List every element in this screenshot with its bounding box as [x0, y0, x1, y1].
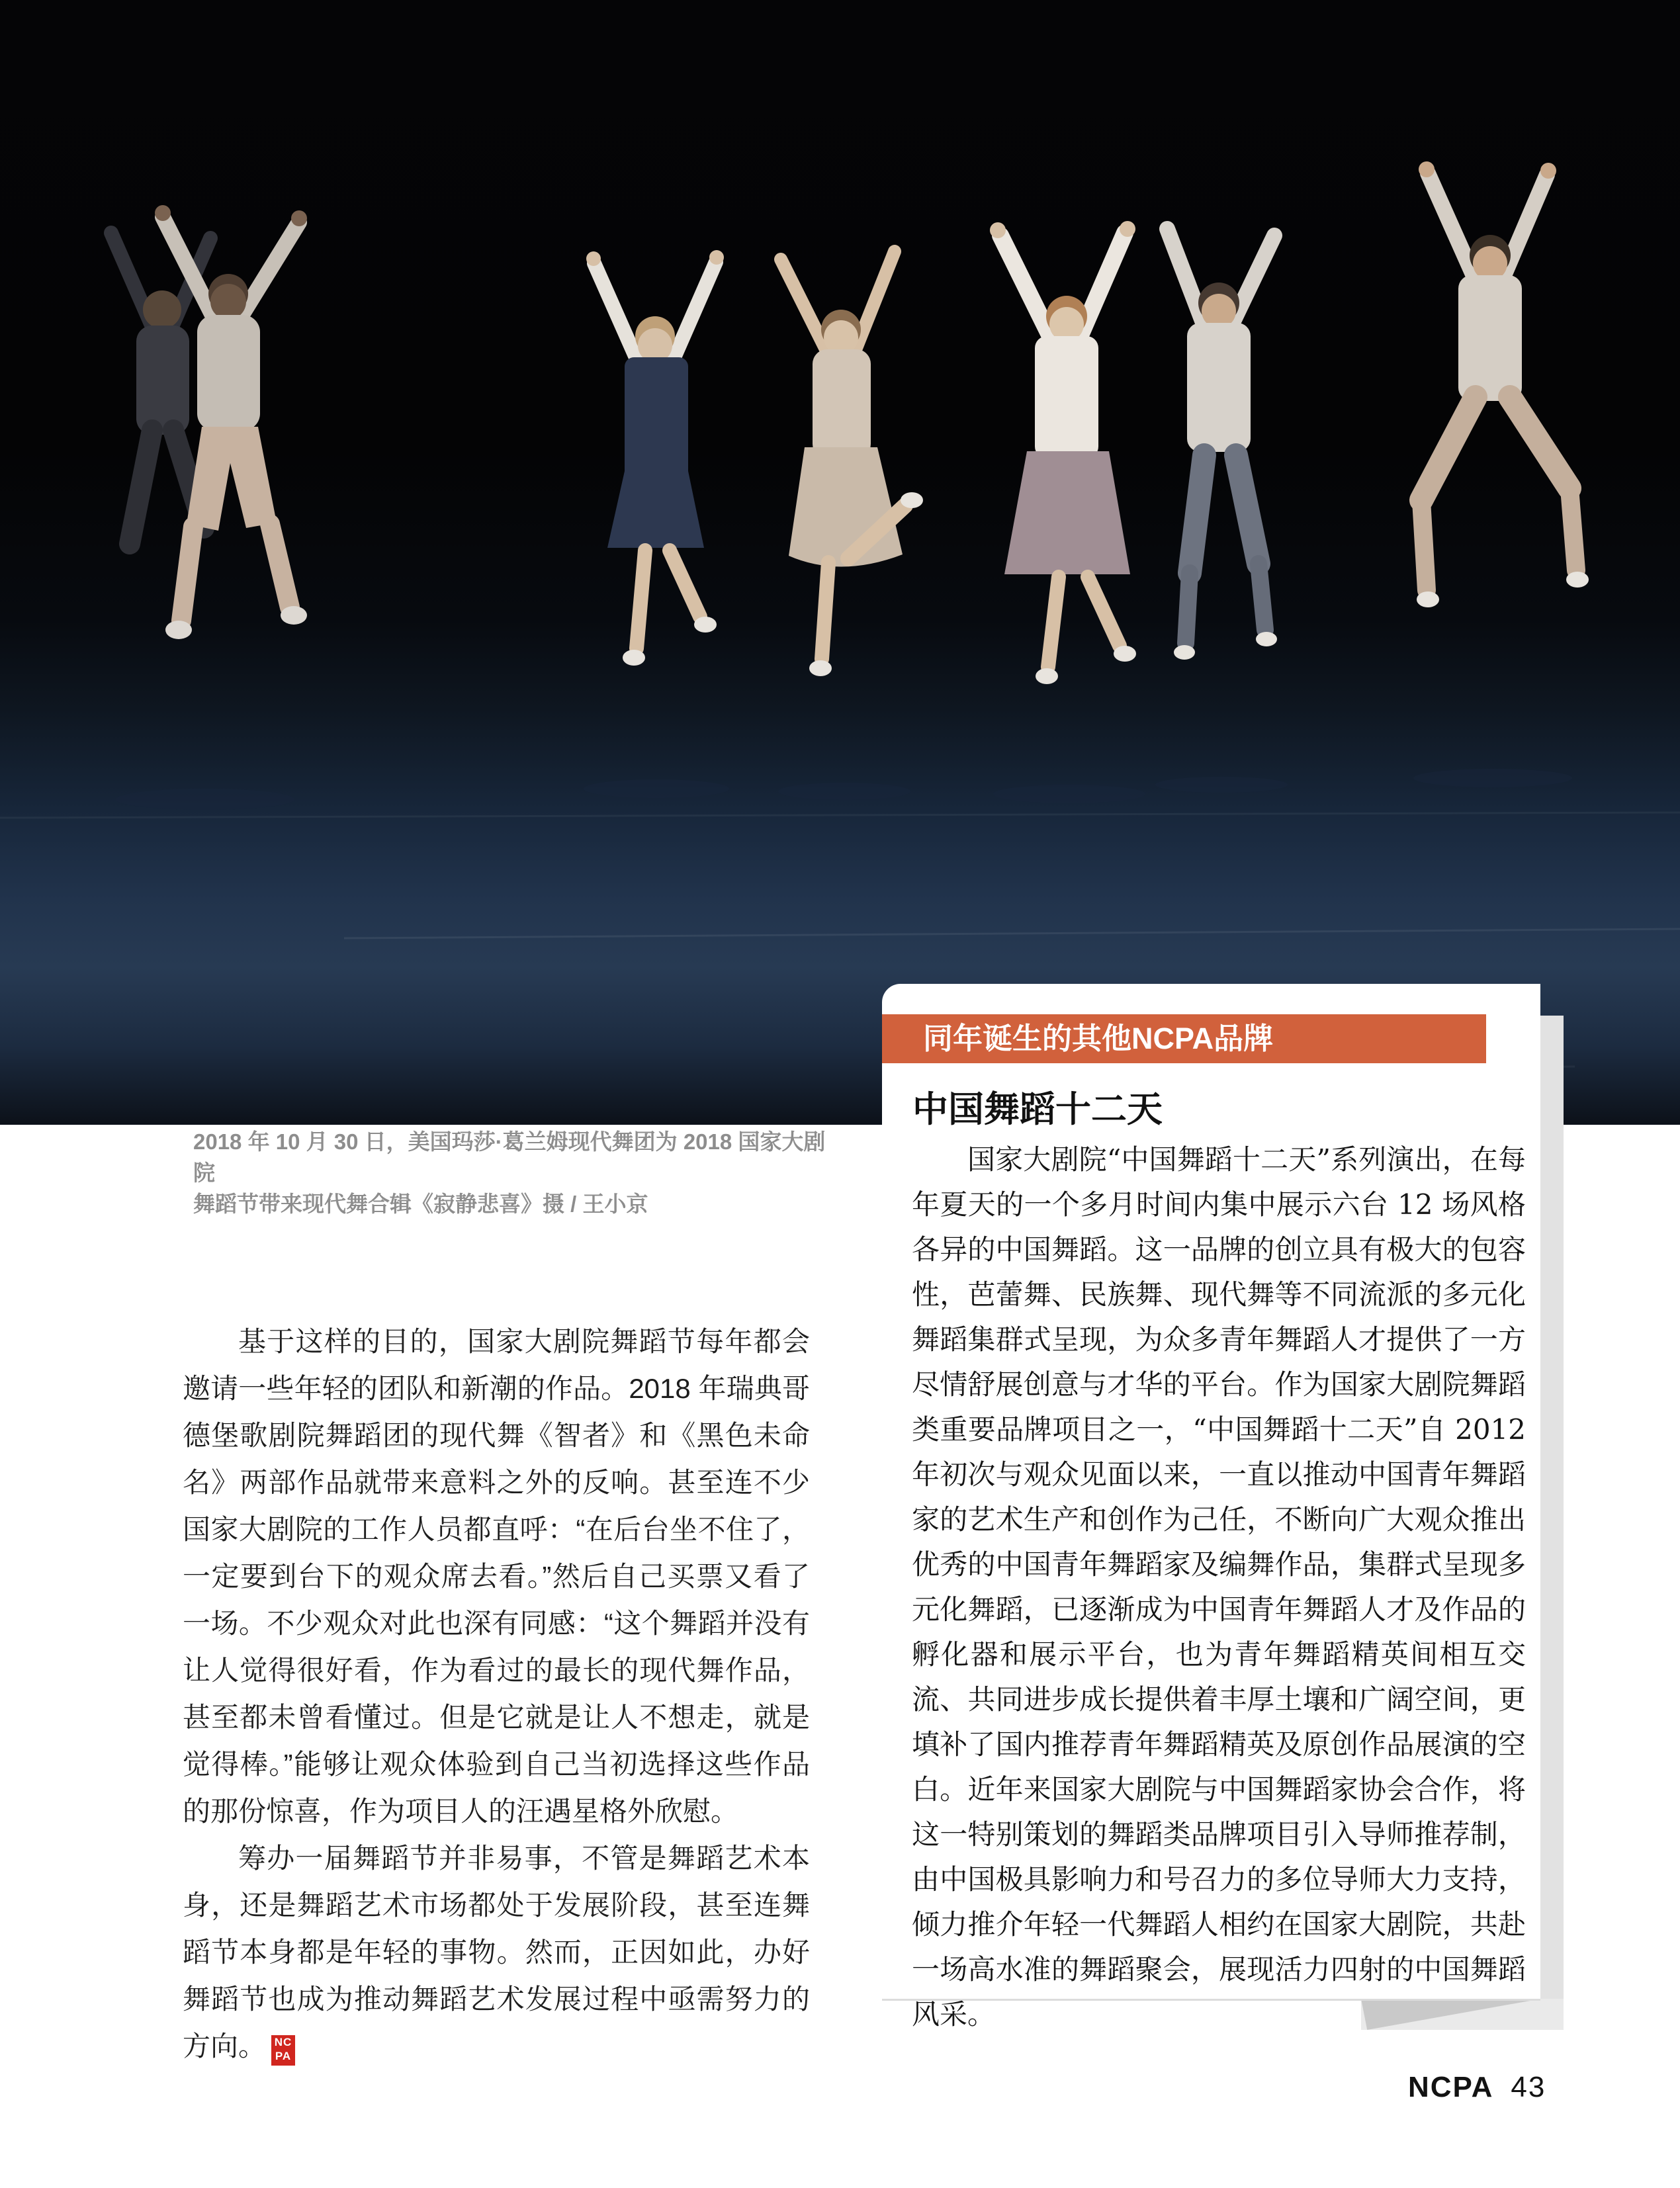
page-number-value: 43 [1511, 2071, 1546, 2103]
caption-line: 2018 年 10 月 30 日，美国玛莎·葛兰姆现代舞团为 2018 国家大剧院 [193, 1129, 826, 1185]
panel-title: 中国舞蹈十二天 [912, 1090, 1163, 1129]
card-side-shadow [1540, 1016, 1564, 2030]
panel-body [912, 1137, 1526, 2037]
photo-caption [193, 1126, 842, 1219]
caption-line: 舞蹈节带来现代舞合辑《寂静悲喜》摄 / 王小京 [193, 1192, 648, 1216]
article-paragraph [183, 1835, 810, 2070]
page-number-label: NCPA [1408, 2071, 1494, 2103]
ncpa-end-mark-bottom: PA [275, 2050, 292, 2062]
ncpa-end-mark-top: NC [274, 2036, 292, 2048]
info-card [882, 984, 1540, 2031]
dancer-figure [1417, 161, 1589, 607]
dancer-figure [781, 251, 923, 676]
dancer-figure [990, 221, 1136, 684]
dancer-figure [1167, 229, 1277, 660]
panel-paragraph: 国家大剧院“中国舞蹈十二天”系列演出，在每年夏天的一个多月时间内集中展示六台 12 场风格各异的中国舞蹈。这一品牌的创立具有极大的包容性，芭蕾舞、民族舞、现代舞等不同流派的多元化舞蹈集群式呈现，为众多青年舞蹈人才提供了一方尽情舒展创意与才华的平台。作为国家大剧院舞蹈类重要品牌项目之一，“中国舞蹈十二天”自 2012 年初次与观众见面以来，一直以推动中国青年舞蹈家的艺术生产和创作为己任，不断向广大观众推出优秀的中国青年舞蹈家及编舞作品，集群式呈现多元化舞蹈，已逐渐成为中国青年舞蹈人才及作品的孵化器和展示平台，也为青年舞蹈精英间相互交流、共同进步成长提供着丰厚土壤和广阔空间，更填补了国内推荐青年舞蹈精英及原创作品展演的空白。近年来国家大剧院与中国舞蹈家协会合作，将这一特别策划的舞蹈类品牌项目引入导师推荐制，由中国极具影响力和号召力的多位导师大力支持，倾力推介年轻一代舞蹈人相约在国家大剧院，共赴一场高水准的舞蹈聚会，展现活力四射的中国舞蹈风采。 [912, 1143, 1526, 2031]
article-paragraph-text: 筹办一届舞蹈节并非易事，不管是舞蹈艺术本身，还是舞蹈艺术市场都处于发展阶段，甚至连舞蹈节本身都是年轻的事物。然而，正因如此，办好舞蹈节也成为推动舞蹈艺术发展过程中亟需努力的方向。 [183, 1843, 810, 2062]
page-number [1408, 2071, 1546, 2104]
article-column [183, 1318, 810, 2070]
floor-shadows [116, 769, 1572, 810]
dancer-figure [586, 250, 724, 666]
panel-banner: 同年诞生的其他NCPA品牌 [882, 1014, 1486, 1063]
article-paragraph: 基于这样的目的，国家大剧院舞蹈节每年都会邀请一些年轻的团队和新潮的作品。2018 年瑞典哥德堡歌剧院舞蹈团的现代舞《智者》和《黑色未命名》两部作品就带来意料之外的反响。甚至连不少国家大剧院的工作人员都直呼：“在后台坐不住了，一定要到台下的观众席去看。”然后自己买票又看了一场。不少观众对此也深有同感：“这个舞蹈并没有让人觉得很好看，作为看过的最长的现代舞作品，甚至都未曾看懂过。但是它就是让人不想走，就是觉得棒。”能够让观众体验到自己当初选择这些作品的那份惊喜，作为项目人的汪遇星格外欣慰。 [183, 1326, 810, 1827]
ncpa-end-mark [271, 2035, 295, 2066]
